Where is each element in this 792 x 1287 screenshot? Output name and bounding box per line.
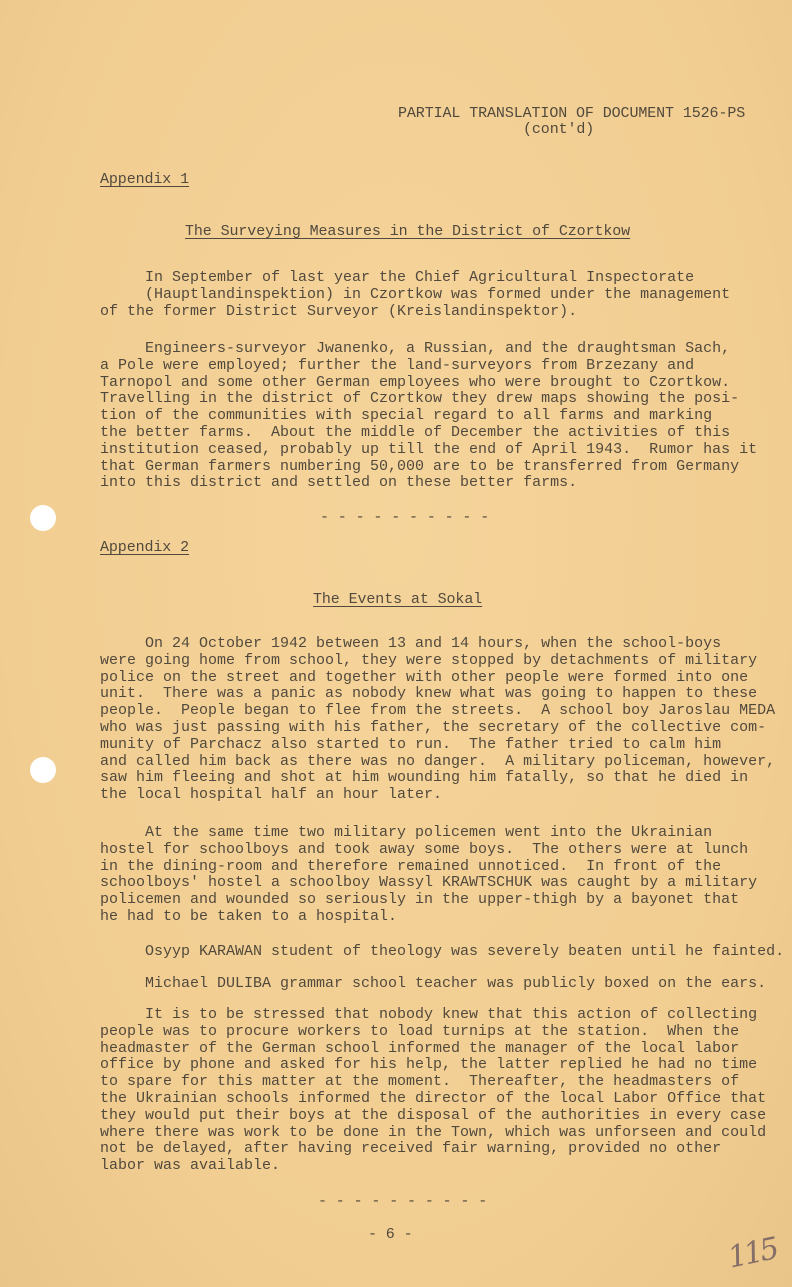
text-line: Travelling in the district of Czortkow they drew maps showing the posi- xyxy=(100,390,740,408)
appendix-1-label: Appendix 1 xyxy=(100,171,190,188)
text-line: institution ceased, probably up till the end of April 1943. Rumor has it xyxy=(100,440,758,458)
appendix-2-title: The Events at Sokal xyxy=(313,591,483,608)
text-line: On 24 October 1942 between 13 and 14 hours, when the school-boys xyxy=(100,635,722,652)
text-line: It is to be stressed that nobody knew that this action of collecting xyxy=(100,1006,758,1023)
text-line: (Hauptlandinspektion) in Czortkow was formed under the management xyxy=(100,285,731,303)
text-line: and called him back as there was no danger. A military policeman, however, xyxy=(100,752,776,770)
paragraph xyxy=(100,341,757,492)
text-line: labor was available. xyxy=(100,1157,281,1175)
text-line: were going home from school, they were stopped by detachments of military xyxy=(100,651,758,669)
punch-hole xyxy=(30,757,56,783)
text-line: into this district and settled on these better farms. xyxy=(100,474,578,492)
text-line: they would put their boys at the disposal of the authorities in every case xyxy=(100,1106,767,1124)
text-line: he had to be taken to a hospital. xyxy=(100,907,398,925)
text-line: to spare for this matter at the moment. Thereafter, the headmasters of xyxy=(100,1073,740,1091)
paragraph xyxy=(100,976,766,993)
section-separator: - - - - - - - - - - xyxy=(320,509,490,526)
text-line: the Ukrainian schools informed the director of the local Labor Office that xyxy=(100,1089,767,1107)
text-line: Osyyp KARAWAN student of theology was severely beaten until he fainted. xyxy=(100,943,785,960)
text-line: headmaster of the German school informed the manager of the local labor xyxy=(100,1039,740,1057)
text-line: who was just passing with his father, the secretary of the collective com- xyxy=(100,718,767,736)
section-separator: - - - - - - - - - - xyxy=(318,1193,488,1210)
handwritten-page-mark: 115 xyxy=(724,1231,780,1276)
text-line: tion of the communities with special regard to all farms and marking xyxy=(100,407,713,425)
text-line: police on the street and together with other people were formed into one xyxy=(100,668,749,686)
text-line: that German farmers numbering 50,000 are to be transferred from Germany xyxy=(100,457,740,475)
text-line: people was to procure workers to load turnips at the station. When the xyxy=(100,1022,740,1040)
text-line: munity of Parchacz also started to run. The father tried to calm him xyxy=(100,735,722,753)
text-line: At the same time two military policemen went into the Ukrainian xyxy=(100,824,713,841)
text-line: policemen and wounded so seriously in the upper-thigh by a bayonet that xyxy=(100,891,740,909)
appendix-1-title: The Surveying Measures in the District of Czortkow xyxy=(185,223,631,240)
text-line: in the dining-room and therefore remained unnoticed. In front of the xyxy=(100,857,722,875)
text-line: unit. There was a panic as nobody knew what was going to happen to these xyxy=(100,685,758,703)
text-line: hostel for schoolboys and took away some boys. The others were at lunch xyxy=(100,840,749,858)
text-line: Engineers-surveyor Jwanenko, a Russian, and the draughtsman Sach, xyxy=(100,340,731,357)
appendix-2-label: Appendix 2 xyxy=(100,539,190,556)
text-line: In September of last year the Chief Agricultural Inspectorate xyxy=(100,269,695,286)
text-line: saw him fleeing and shot at him wounding him fatally, so that he died in xyxy=(100,769,749,787)
text-line: Tarnopol and some other German employees who were brought to Czortkow. xyxy=(100,373,731,391)
paragraph xyxy=(100,944,784,961)
paragraph xyxy=(100,1007,766,1175)
text-line: the better farms. About the middle of December the activities of this xyxy=(100,423,731,441)
text-line: not be delayed, after having received fair warning, provided no other xyxy=(100,1140,722,1158)
paragraph xyxy=(100,270,730,320)
document-header-subtitle: (cont'd) xyxy=(523,121,595,138)
paragraph xyxy=(100,825,757,926)
text-line: Michael DULIBA grammar school teacher was publicly boxed on the ears. xyxy=(100,975,767,992)
punch-hole xyxy=(30,505,56,531)
text-line: people. People began to flee from the streets. A school boy Jaroslau MEDA xyxy=(100,702,776,720)
text-line: a Pole were employed; further the land-surveyors from Brzezany and xyxy=(100,356,695,374)
text-line: the local hospital half an hour later. xyxy=(100,786,443,804)
document-header-title: PARTIAL TRANSLATION OF DOCUMENT 1526-PS xyxy=(398,105,746,122)
text-line: of the former District Surveyor (Kreislandinspektor). xyxy=(100,302,578,320)
text-line: where there was work to be done in the Town, which was unforseen and could xyxy=(100,1123,767,1141)
page-number: - 6 - xyxy=(368,1226,413,1243)
text-line: schoolboys' hostel a schoolboy Wassyl KRAWTSCHUK was caught by a military xyxy=(100,874,758,892)
paragraph xyxy=(100,636,775,804)
text-line: office by phone and asked for his help, the latter replied he had no time xyxy=(100,1056,758,1074)
